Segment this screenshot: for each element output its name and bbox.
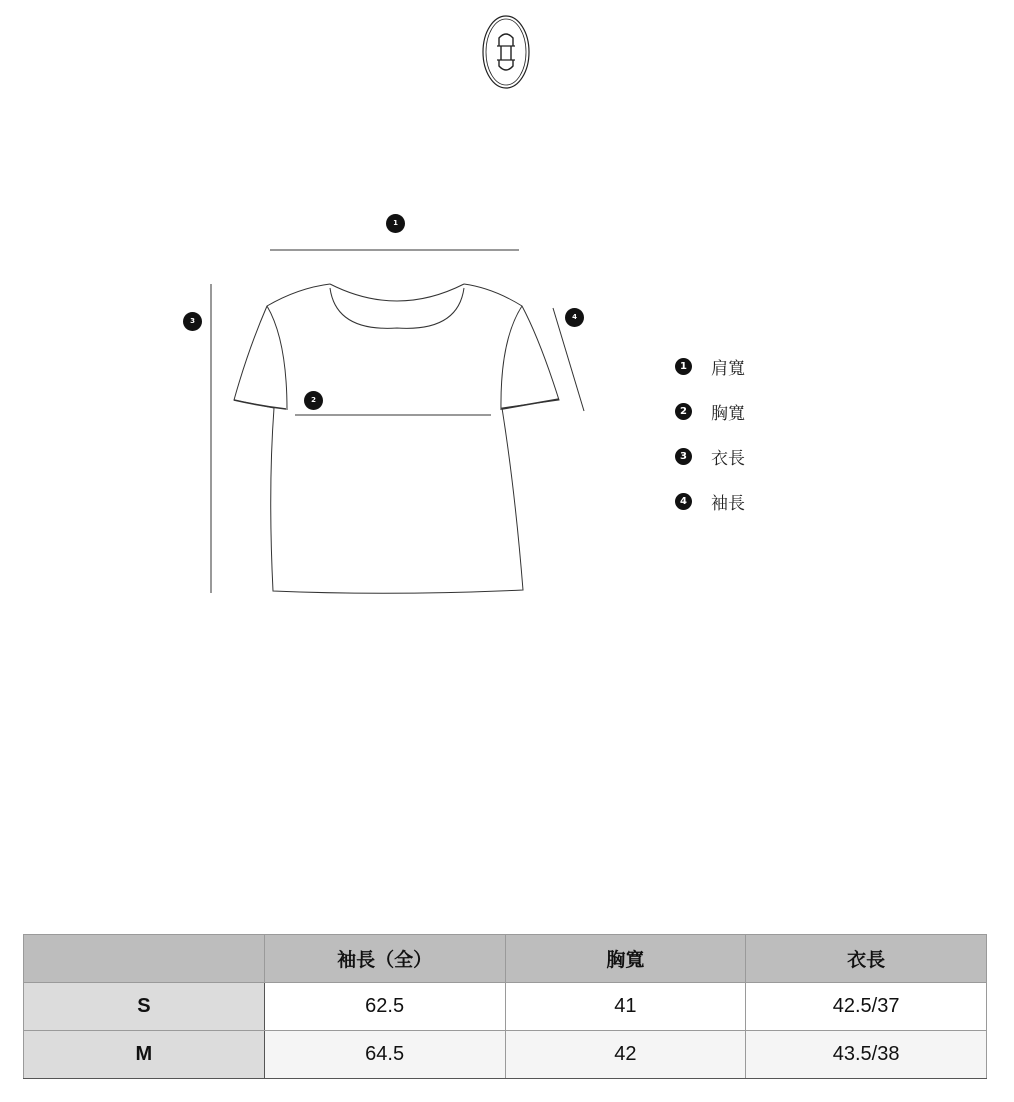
chest-width-badge: 2 (304, 391, 323, 410)
shoulder-width-badge: 1 (386, 214, 405, 233)
length-badge: 3 (183, 312, 202, 331)
size-label-cell: M (24, 1031, 265, 1079)
legend-number-badge: 3 (675, 448, 692, 465)
sleeve-length-badge: 4 (565, 308, 584, 327)
tshirt-outline (170, 200, 610, 610)
monogram-logo-icon (481, 14, 531, 90)
legend-number-badge: 4 (675, 493, 692, 510)
legend-item-length (675, 434, 815, 479)
size-label-cell: S (24, 983, 265, 1031)
legend-number-badge: 2 (675, 403, 692, 420)
table-header-cell: 衣長 (746, 935, 987, 983)
legend-label: 胸寬 (711, 404, 745, 424)
tshirt-diagram (170, 200, 610, 610)
table-cell: 62.5 (264, 983, 505, 1031)
table-header-cell: 袖長（全） (264, 935, 505, 983)
legend-label: 袖長 (711, 494, 745, 514)
table-cell: 42 (505, 1031, 746, 1079)
legend-number-badge: 1 (675, 358, 692, 375)
table-cell: 43.5/38 (746, 1031, 987, 1079)
table-header-cell: 胸寬 (505, 935, 746, 983)
table-header-cell (24, 935, 265, 983)
legend-item-shoulder (675, 344, 815, 389)
legend-label: 衣長 (711, 449, 745, 469)
table-cell: 42.5/37 (746, 983, 987, 1031)
legend-item-sleeve (675, 479, 815, 524)
table-row (24, 983, 987, 1031)
table-row (24, 1031, 987, 1079)
table-header-row (24, 935, 987, 983)
legend-item-chest (675, 389, 815, 434)
table-cell: 41 (505, 983, 746, 1031)
measurement-legend (675, 344, 815, 524)
legend-label: 肩寬 (711, 359, 745, 379)
size-chart-table (23, 934, 987, 1079)
table-cell: 64.5 (264, 1031, 505, 1079)
